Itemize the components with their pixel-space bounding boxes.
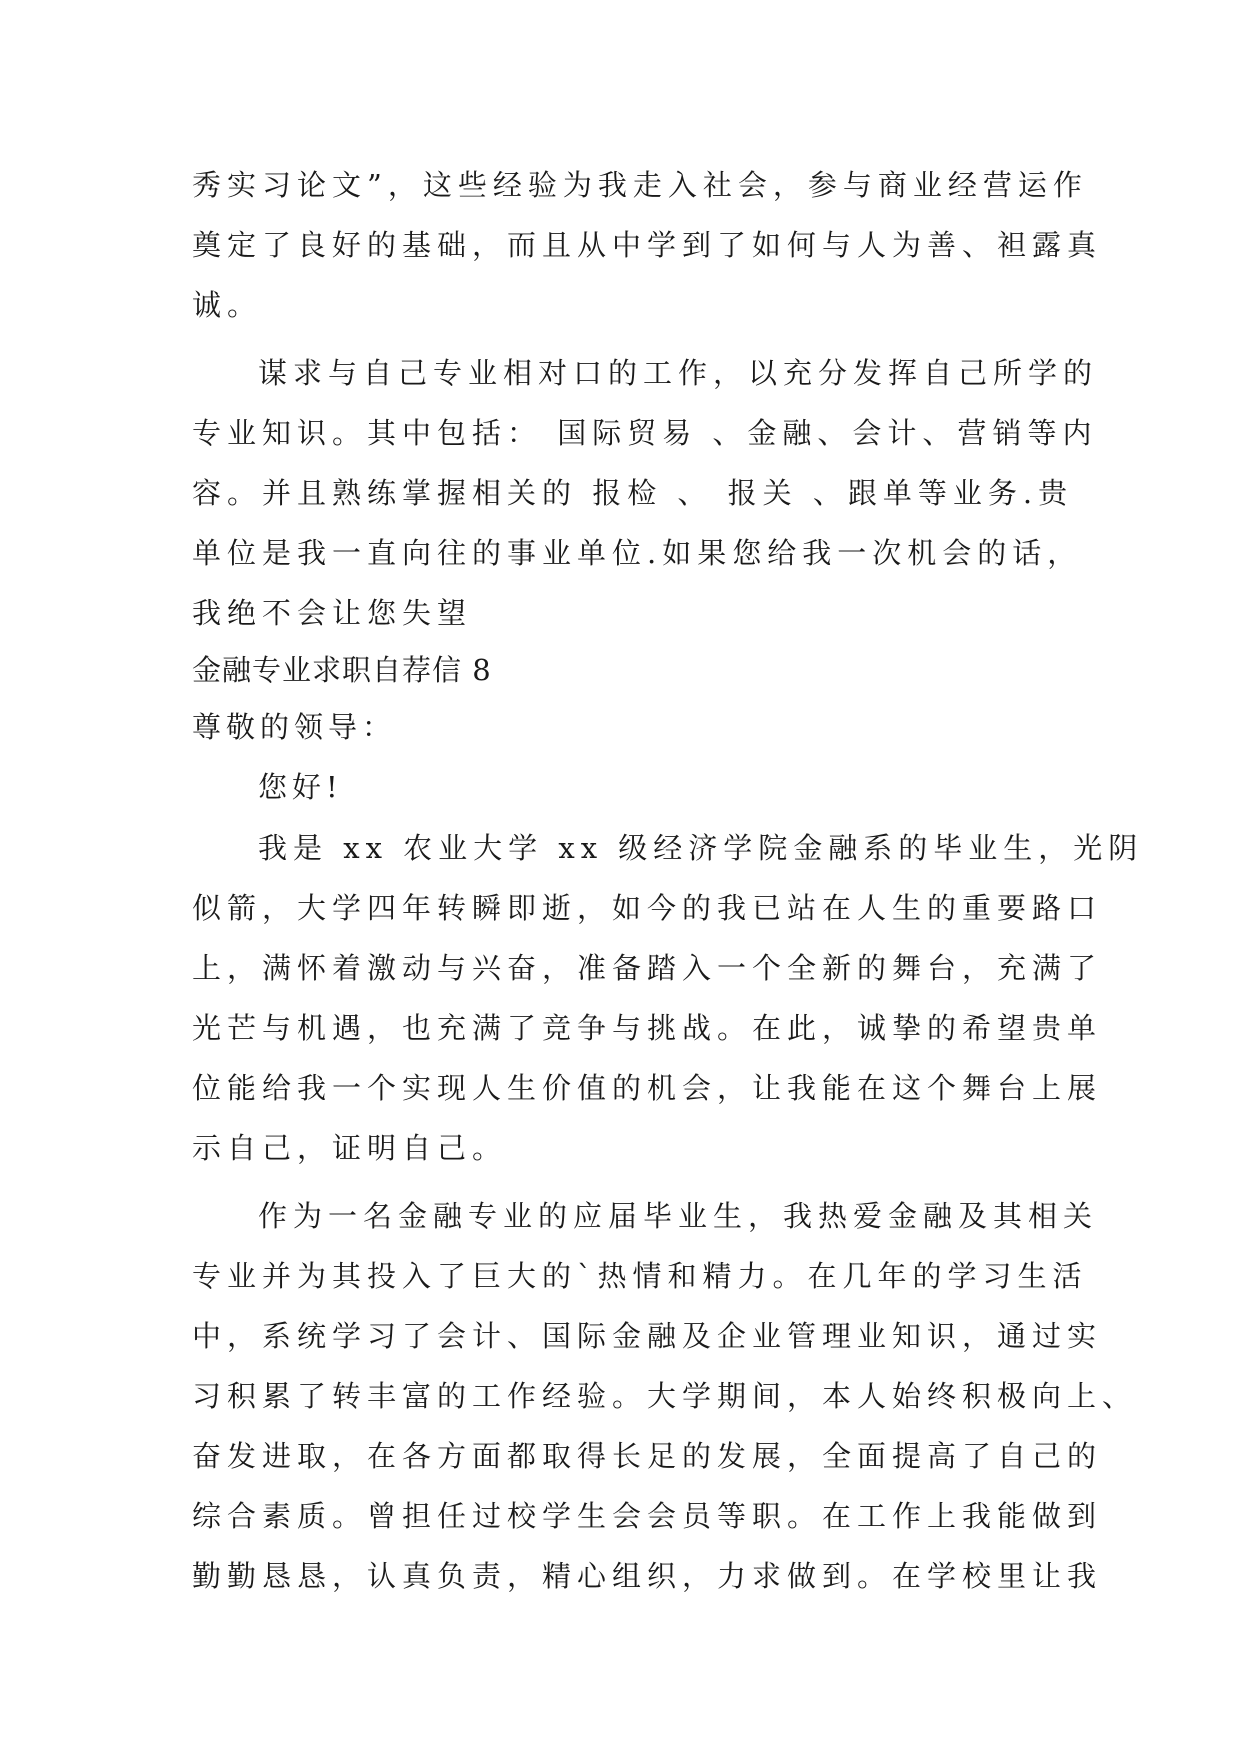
text-line: 我绝不会让您失望 xyxy=(192,596,473,630)
text-line: 示自己，证明自己。 xyxy=(192,1131,508,1165)
text-line: 似箭，大学四年转瞬即逝，如今的我已站在人生的重要路口 xyxy=(192,891,1103,925)
section-heading: 金融专业求职自荐信 8 xyxy=(192,653,492,687)
text-line: 中，系统学习了会计、国际金融及企业管理业知识，通过实 xyxy=(192,1319,1103,1353)
text-line: 谋求与自己专业相对口的工作，以充分发挥自己所学的 xyxy=(258,356,1099,390)
paragraph-introduction xyxy=(192,818,1144,1178)
paragraph-continuation xyxy=(192,155,1103,335)
text-line: 专业知识。其中包括： 国际贸易 、金融、会计、营销等内 xyxy=(192,416,1098,450)
text-line: 上，满怀着激动与兴奋，准备踏入一个全新的舞台，充满了 xyxy=(192,951,1103,985)
text-line: 作为一名金融专业的应届毕业生，我热爱金融及其相关 xyxy=(258,1199,1099,1233)
text-line: 位能给我一个实现人生价值的机会，让我能在这个舞台上展 xyxy=(192,1071,1103,1105)
text-line: 奋发进取，在各方面都取得长足的发展，全面提高了自己的 xyxy=(192,1439,1103,1473)
document-body xyxy=(192,155,1144,1606)
text-line: 容。并且熟练掌握相关的 报检 、 报关 、跟单等业务.贵 xyxy=(192,476,1074,510)
greeting: 您好! xyxy=(258,770,343,804)
text-line: 勤勤恳恳，认真负责，精心组织，力求做到。在学校里让我 xyxy=(192,1559,1103,1593)
text-line: 专业并为其投入了巨大的`热情和精力。在几年的学习生活 xyxy=(192,1259,1088,1293)
text-line: 习积累了转丰富的工作经验。大学期间，本人始终积极向上、 xyxy=(192,1379,1138,1413)
paragraph-job-objective xyxy=(192,343,1099,643)
text-line: 综合素质。曾担任过校学生会会员等职。在工作上我能做到 xyxy=(192,1499,1103,1533)
paragraph-experience xyxy=(192,1186,1138,1606)
text-line: 我是 xx 农业大学 xx 级经济学院金融系的毕业生，光阴 xyxy=(258,831,1144,865)
text-line: 奠定了良好的基础，而且从中学到了如何与人为善、袒露真 xyxy=(192,228,1103,262)
salutation: 尊敬的领导： xyxy=(192,710,397,744)
text-line: 单位是我一直向往的事业单位.如果您给我一次机会的话， xyxy=(192,536,1083,570)
text-line: 秀实习论文”，这些经验为我走入社会，参与商业经营运作 xyxy=(192,168,1088,202)
text-line: 光芒与机遇，也充满了竞争与挑战。在此，诚挚的希望贵单 xyxy=(192,1011,1103,1045)
text-line: 诚。 xyxy=(192,288,263,322)
